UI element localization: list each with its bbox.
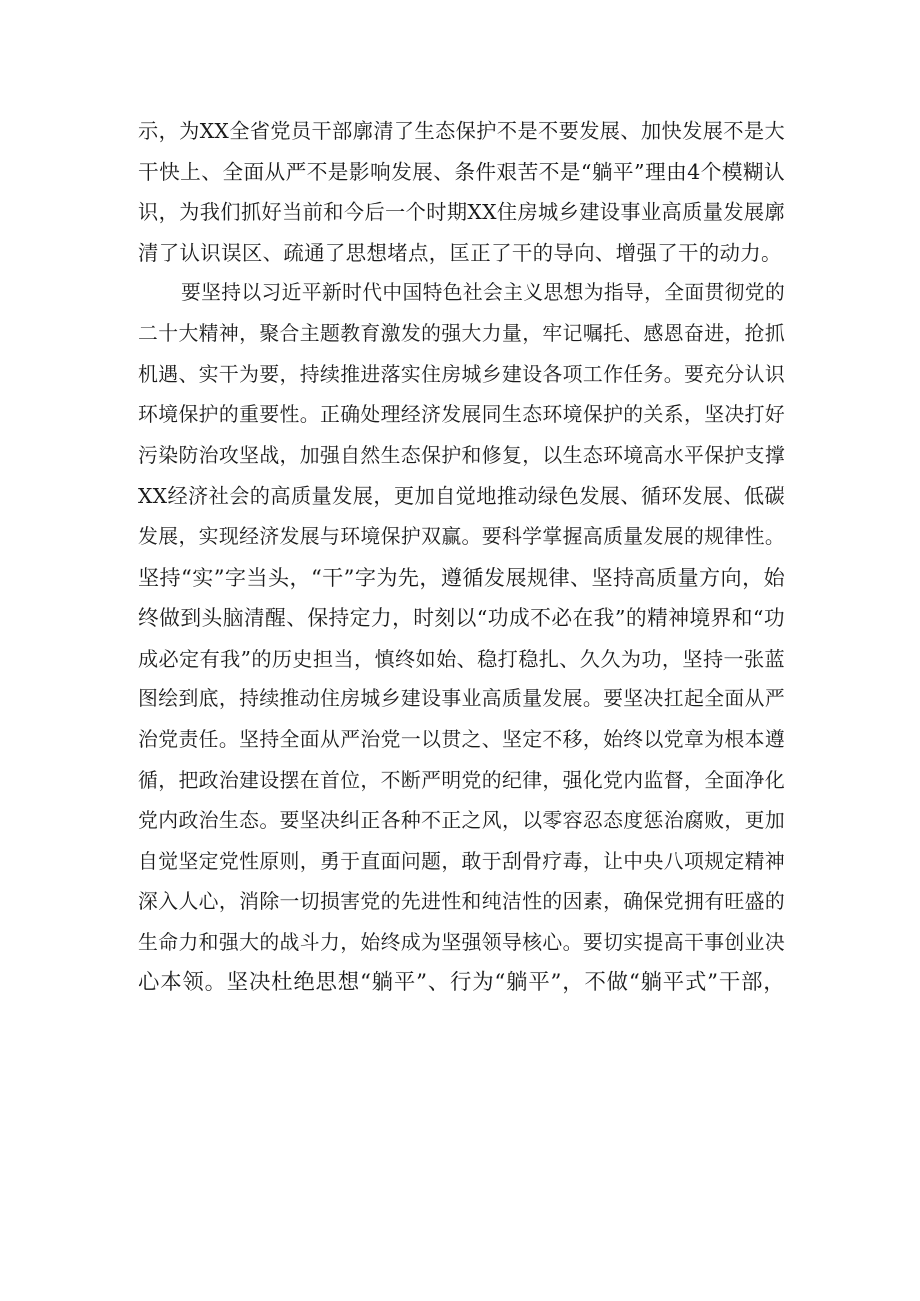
text-line: XX经济社会的高质量发展，更加自觉地推动绿色发展、循环发展、低碳: [138, 484, 785, 509]
document-body: [138, 111, 785, 1004]
text-line: 图绘到底，持续推动住房城乡建设事业高质量发展。要坚决扛起全面从严: [138, 687, 785, 711]
text-line: 二十大精神，聚合主题教育激发的强大力量，牢记嘱托、感恩奋进，抢抓: [138, 321, 785, 345]
text-line: 污染防治攻坚战，加强自然生态保护和修复，以生态环境高水平保护支撑: [138, 443, 785, 467]
text-line: 清了认识误区、疏通了思想堵点，匡正了干的导向、增强了干的动力。: [138, 240, 782, 265]
text-line: 环境保护的重要性。正确处理经济发展同生态环境保护的关系，坚决打好: [138, 403, 785, 427]
text-line: 坚持“实”字当头，“干”字为先，遵循发展规律、坚持高质量方向，始: [138, 564, 785, 590]
paragraph-1: [138, 111, 785, 273]
text-line: 成必定有我”的历史担当，慎终如始、稳打稳扎、久久为功，坚持一张蓝: [138, 646, 785, 671]
text-line: 机遇、实干为要，持续推进落实住房城乡建设各项工作任务。要充分认识: [138, 362, 785, 386]
text-line: 党内政治生态。要坚决纠正各种不正之风，以零容忍态度惩治腐败，更加: [138, 809, 785, 833]
text-line: 深入人心，消除一切损害党的先进性和纯洁性的因素，确保党拥有旺盛的: [138, 890, 785, 914]
text-line: 要坚持以习近平新时代中国特色社会主义思想为指导，全面贯彻党的: [181, 281, 785, 305]
text-line: 治党责任。坚持全面从严治党一以贯之、坚定不移，始终以党章为根本遵: [138, 727, 785, 751]
paragraph-2: [138, 273, 785, 1004]
text-line: 示，为XX全省党员干部廓清了生态保护不是不要发展、加快发展不是大: [138, 119, 785, 143]
text-line: 自觉坚定党性原则，勇于直面问题，敢于刮骨疗毒，让中央八项规定精神: [138, 849, 785, 873]
text-line: 发展，实现经济发展与环境保护双赢。要科学掌握高质量发展的规律性。: [138, 524, 785, 548]
text-line: 心本领。坚决杜绝思想“躺平”、行为“躺平”，不做“躺平式”干部，: [138, 970, 785, 996]
text-line: 生命力和强大的战斗力，始终成为坚强领导核心。要切实提高干事创业决: [138, 930, 785, 954]
text-line: 干快上、全面从严不是影响发展、条件艰苦不是“躺平”理由4个模糊认: [138, 159, 785, 184]
text-line: 循，把政治建设摆在首位，不断严明党的纪律，强化党内监督，全面净化: [138, 768, 785, 792]
text-line: 终做到头脑清醒、保持定力，时刻以“功成不必在我”的精神境界和“功: [138, 606, 785, 631]
text-line: 识，为我们抓好当前和今后一个时期XX住房城乡建设事业高质量发展廓: [138, 200, 785, 225]
